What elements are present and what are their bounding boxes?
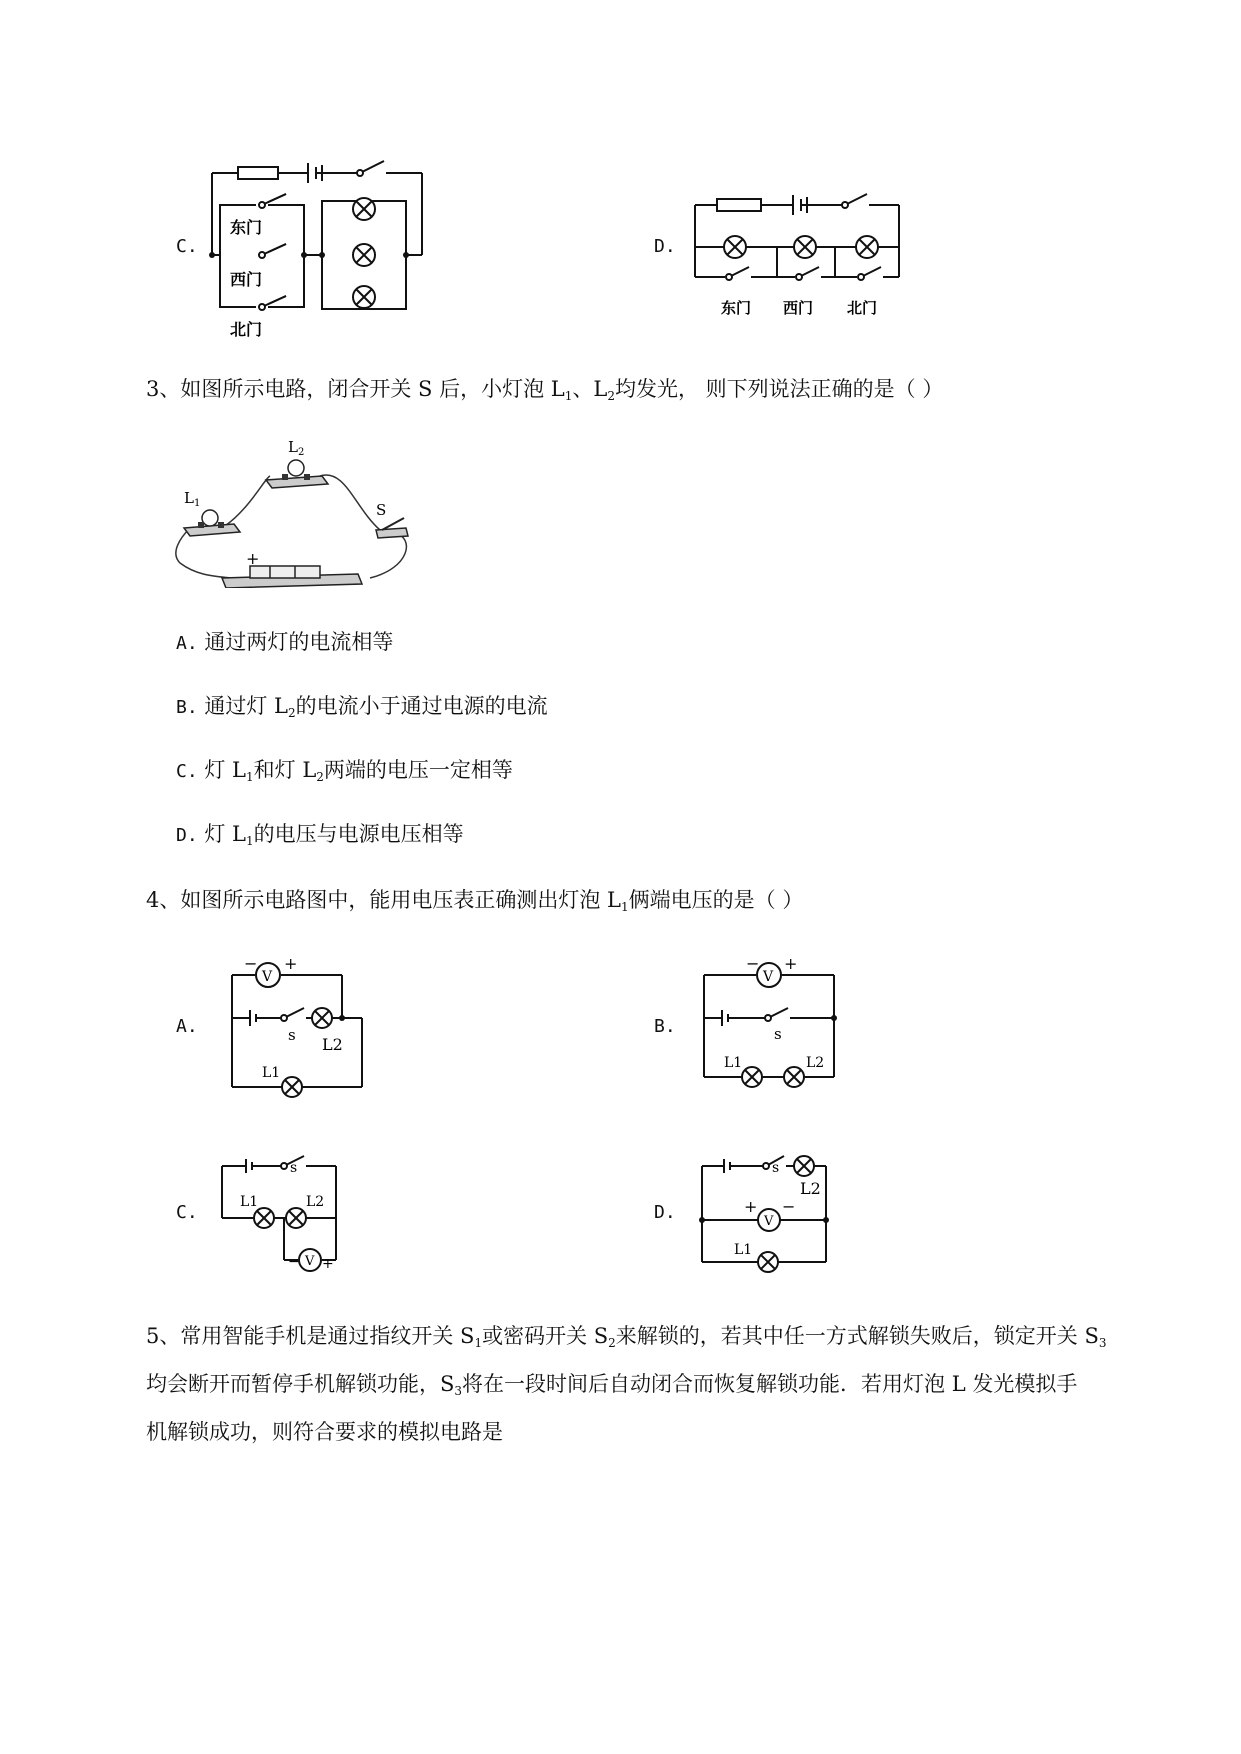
q4-option-a-letter: A. <box>176 1016 198 1037</box>
q2-d-label-west: 西门 <box>783 299 814 317</box>
q2-c-label-east: 东门 <box>230 218 263 237</box>
svg-text:V: V <box>262 969 273 985</box>
svg-text:L1: L1 <box>262 1065 281 1081</box>
svg-text:L1: L1 <box>240 1194 259 1210</box>
svg-text:V: V <box>305 1254 315 1269</box>
q3-option-b: B. 通过灯 $L_2$的电流小于通过电源的电流 <box>176 694 548 720</box>
q4-option-d-letter: D. <box>654 1202 676 1223</box>
svg-text:−: − <box>746 955 760 973</box>
q4-number: 4、 <box>146 888 181 912</box>
q3-fig-l2: $L_2$ <box>288 438 305 458</box>
svg-text:s: s <box>774 1025 782 1043</box>
q2-option-c-letter: C. <box>176 236 198 257</box>
svg-text:L2: L2 <box>806 1055 825 1071</box>
q3-sub1: 1 <box>564 389 573 403</box>
q4-stem: 4、如图所示电路图中，能用电压表正确测出灯泡 $L_1$俩端电压的是（ ） <box>146 888 804 914</box>
q4-option-a-circuit <box>220 955 390 1105</box>
q4-option-b-circuit <box>696 955 856 1095</box>
svg-text:−: − <box>244 955 258 973</box>
q4-option-b-letter: B. <box>654 1016 676 1037</box>
svg-text:V: V <box>764 1214 774 1229</box>
svg-text:L2: L2 <box>306 1194 325 1210</box>
q2-c-label-west: 西门 <box>230 270 263 289</box>
svg-text:s: s <box>290 1160 298 1176</box>
q2-c-label-north: 北门 <box>230 320 263 339</box>
svg-text:+: + <box>784 955 798 973</box>
q3-circuit-figure <box>170 438 420 588</box>
q3-fig-plus: + <box>246 549 260 568</box>
svg-text:+: + <box>322 1256 334 1272</box>
q2-option-d-letter: D. <box>654 236 676 257</box>
q4-option-d-circuit <box>694 1150 844 1280</box>
q5-stem: 5、常用智能手机是通过指纹开关 $S_1$或密码开关 $S_2$来解锁的，若其中任一方式解锁失败后，锁定开关 $S_3$ 均会断开而暂停手机解锁功能，$S_3$将在一段时间后自动闭合而恢复解锁功能．若用灯泡 L 发光模拟手 机解锁成功，则符合要求的模拟电路是 <box>146 1324 1107 1444</box>
q3-option-a: A. 通过两灯的电流相等 <box>176 630 394 654</box>
q3-stem-c: 均发光， 则下列说法正确的是（ ） <box>614 377 944 401</box>
q4-option-c-circuit <box>214 1150 354 1280</box>
svg-text:L1: L1 <box>734 1242 753 1258</box>
q3-stem-a: 如图所示电路，闭合开关 S 后，小灯泡 L <box>180 377 565 401</box>
svg-text:L1: L1 <box>724 1055 743 1071</box>
svg-text:L2: L2 <box>322 1035 343 1054</box>
q3-number: 3、 <box>146 377 181 401</box>
q3-option-d: D. 灯 $L_1$的电压与电源电压相等 <box>176 822 464 848</box>
q3-sub2: 2 <box>607 389 615 403</box>
svg-text:s: s <box>772 1160 780 1176</box>
svg-text:L2: L2 <box>800 1179 821 1198</box>
q2-d-label-north: 北门 <box>847 299 878 317</box>
q3-stem-b: 、L <box>572 377 608 401</box>
q3-fig-l1: $L_1$ <box>184 489 201 509</box>
q3-option-c: C. 灯 $L_1$和灯 $L_2$两端的电压一定相等 <box>176 758 513 784</box>
svg-text:+: + <box>744 1197 758 1216</box>
q4-option-c-letter: C. <box>176 1202 198 1223</box>
svg-text:−: − <box>782 1197 796 1216</box>
q2-option-d-circuit <box>685 185 925 325</box>
svg-text:V: V <box>763 969 774 985</box>
svg-text:+: + <box>284 955 298 973</box>
svg-text:s: s <box>288 1026 296 1044</box>
q2-d-label-east: 东门 <box>721 299 752 317</box>
svg-text:−: − <box>288 1254 300 1270</box>
q3-fig-s: S <box>376 501 387 519</box>
q3-stem <box>146 375 943 410</box>
q2-option-c-circuit <box>200 145 440 345</box>
